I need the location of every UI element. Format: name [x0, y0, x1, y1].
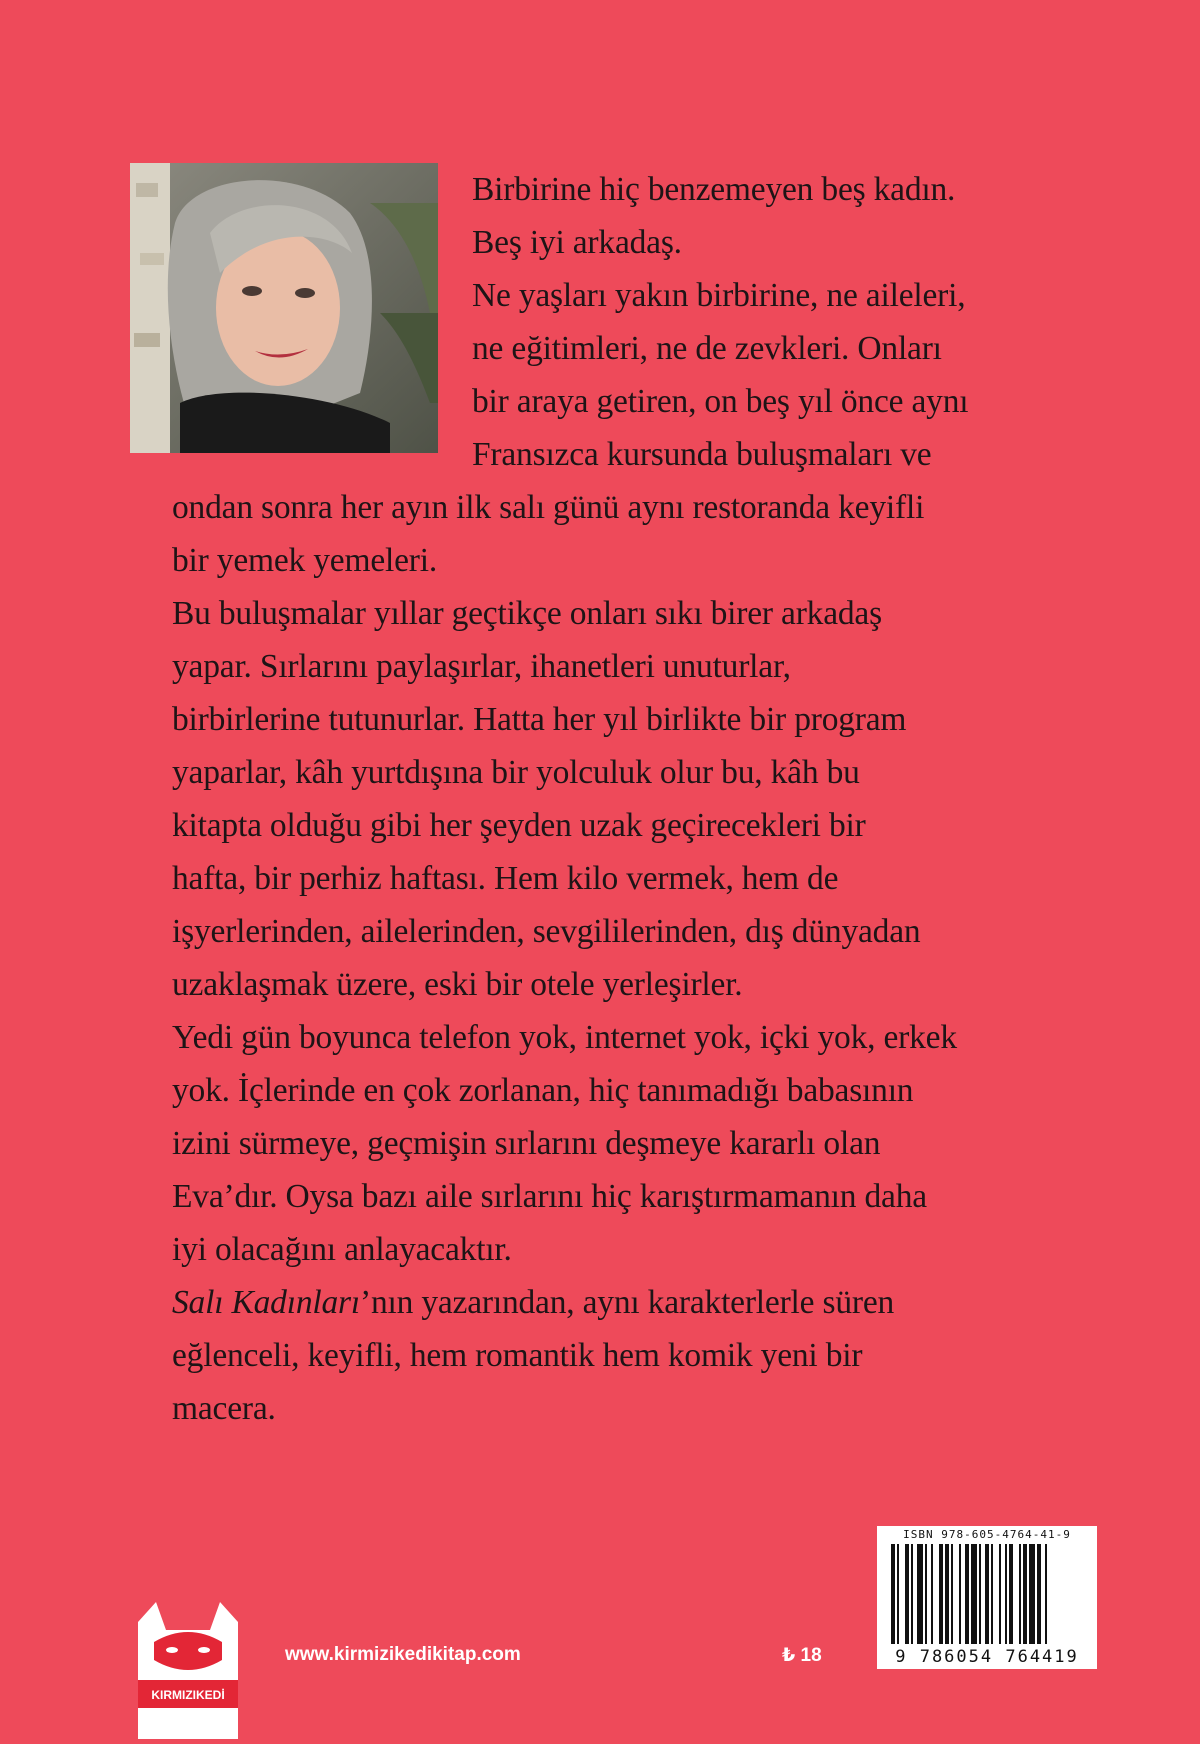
blurb-line: yapar. Sırlarını paylaşırlar, ihanetleri unuturlar, [172, 648, 791, 685]
blurb-line: izini sürmeye, geçmişin sırlarını deşmeye kararlı olan [172, 1125, 881, 1162]
barcode-digits: 9 786054 764419 [895, 1647, 1079, 1667]
blurb-line: yaparlar, kâh yurtdışına bir yolculuk olur bu, kâh bu [172, 754, 860, 791]
logo-text: KIRMIZIKEDİ [151, 1688, 225, 1702]
barcode-bar [911, 1544, 913, 1644]
barcode-bar [1045, 1544, 1047, 1644]
isbn-barcode [877, 1526, 1097, 1669]
blurb-line: Fransızca kursunda buluşmaları ve [472, 436, 932, 473]
blurb-line: macera. [172, 1390, 276, 1427]
blurb-line: iyi olacağını anlayacaktır. [172, 1231, 512, 1268]
barcode-bar [891, 1544, 895, 1644]
blurb-line [172, 1283, 894, 1323]
barcode-bar [917, 1544, 923, 1644]
blurb-line: Beş iyi arkadaş. [472, 224, 682, 261]
publisher-url: www.kirmizikedikitap.com [285, 1644, 521, 1665]
blurb-line: bir araya getiren, on beş yıl önce aynı [472, 383, 969, 420]
blurb-line: işyerlerinden, ailelerinden, sevgililerinden, dış dünyadan [172, 913, 921, 950]
blurb-line-rest: ’nın yazarından, aynı karakterlerle süren [360, 1284, 895, 1321]
blurb-line: uzaklaşmak üzere, eski bir otele yerleşirler. [172, 966, 743, 1003]
blurb-line: kitapta olduğu gibi her şeyden uzak geçirecekleri bir [172, 807, 866, 844]
barcode-bar [985, 1544, 989, 1644]
blurb-line: Bu buluşmalar yıllar geçtikçe onları sıkı birer arkadaş [172, 595, 882, 632]
blurb-line: yok. İçlerinde en çok zorlanan, hiç tanımadığı babasının [172, 1072, 914, 1109]
barcode-bar [979, 1544, 981, 1644]
blurb-line: Eva’dır. Oysa bazı aile sırlarını hiç karıştırmamanın daha [172, 1178, 927, 1215]
blurb-line: ondan sonra her ayın ilk salı günü aynı restoranda keyifli [172, 489, 925, 526]
barcode-bar [1029, 1544, 1035, 1644]
barcode-bar [931, 1544, 933, 1644]
barcode-bar [991, 1544, 993, 1644]
price-label: ₺ 18 [782, 1645, 822, 1666]
barcode-bar [1019, 1544, 1021, 1644]
barcode-bar [1037, 1544, 1041, 1644]
publisher-logo [130, 1600, 246, 1739]
barcode-bar [999, 1544, 1001, 1644]
blurb-line: ne eğitimleri, ne de zevkleri. Onları [472, 330, 942, 367]
blurb-line: Yedi gün boyunca telefon yok, internet yok, içki yok, erkek [172, 1019, 957, 1056]
barcode-bar [1005, 1544, 1007, 1644]
blurb-line: Birbirine hiç benzemeyen beş kadın. [472, 171, 956, 208]
cat-logo-icon [130, 1600, 246, 1739]
isbn-text: ISBN 978-605-4764-41-9 [903, 1528, 1071, 1541]
blurb-line: birbirlerine tutunurlar. Hatta her yıl birlikte bir program [172, 701, 907, 738]
barcode-bar [897, 1544, 899, 1644]
barcode-bar [1009, 1544, 1013, 1644]
barcode-bar [965, 1544, 969, 1644]
blurb-line: hafta, bir perhiz haftası. Hem kilo vermek, hem de [172, 860, 839, 897]
blurb-line: bir yemek yemeleri. [172, 542, 438, 579]
barcode-bar [971, 1544, 977, 1644]
barcode-bar [1023, 1544, 1027, 1644]
blurb-line: Ne yaşları yakın birbirine, ne aileleri, [472, 277, 966, 314]
barcode-bar [951, 1544, 953, 1644]
barcode-bar [905, 1544, 909, 1644]
barcode-bar [959, 1544, 961, 1644]
barcode-bar [939, 1544, 943, 1644]
blurb-line: eğlenceli, keyifli, hem romantik hem komik yeni bir [172, 1337, 863, 1374]
barcode-bar [925, 1544, 927, 1644]
book-title-italic: Salı Kadınları [172, 1284, 360, 1321]
barcode-bar [945, 1544, 949, 1644]
